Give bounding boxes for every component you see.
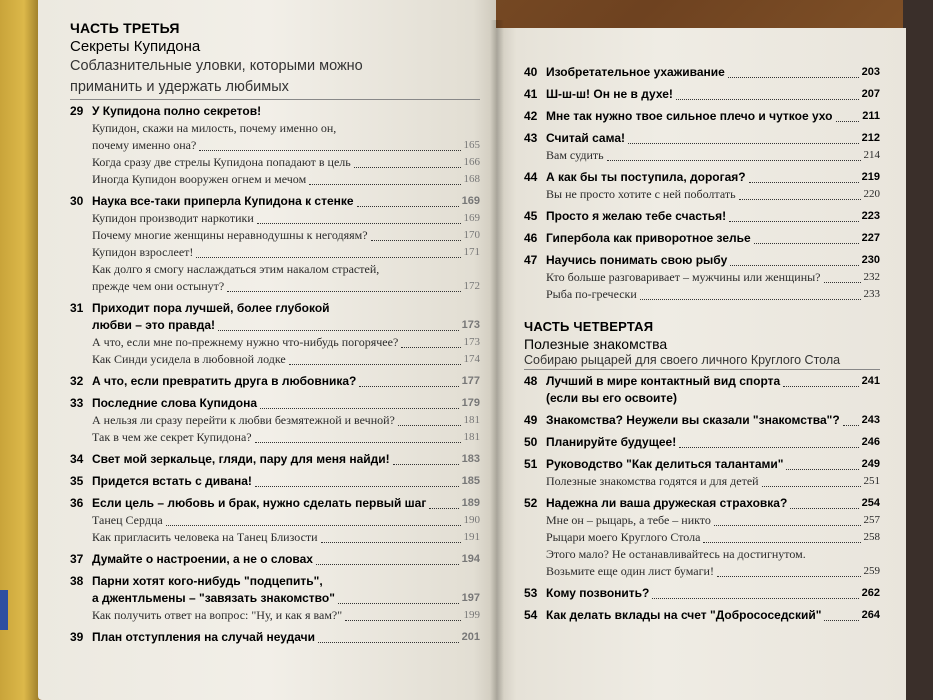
toc-chapter-41[interactable]: 41 Ш-ш-ш! Он не в духе! 207 [524, 87, 880, 101]
toc-subsection[interactable]: А что, если мне по-прежнему нужно что-нибудь погорячее? 173 [92, 335, 480, 349]
toc-subsection[interactable]: Танец Сердца 190 [92, 513, 480, 527]
toc-subsection[interactable]: Как долго я смогу наслаждаться этим накалом страстей, [92, 262, 380, 276]
book-gutter [490, 20, 504, 700]
toc-chapter-30[interactable]: 30 Наука все-таки приперла Купидона к стенке 169 [70, 194, 480, 208]
divider [70, 99, 480, 100]
toc-chapter-36[interactable]: 36 Если цель – любовь и брак, нужно сделать первый шаг 189 [70, 496, 480, 510]
toc-chapter-37[interactable]: 37 Думайте о настроении, а не о словах 194 [70, 552, 480, 566]
toc-chapter-49[interactable]: 49 Знакомства? Неужели вы сказали "знакомства"? 243 [524, 413, 880, 427]
toc-chapter-52[interactable]: 52 Надежна ли ваша дружеская страховка? 254 [524, 496, 880, 510]
toc-subsection[interactable]: почему именно она? 165 [92, 138, 480, 152]
toc-subsection[interactable]: Как Синди усидела в любовной лодке 174 [92, 352, 480, 366]
toc-subsection[interactable]: Купидон, скажи на милость, почему именно он, [92, 121, 337, 135]
toc-subsection[interactable]: Полезные знакомства годятся и для детей 251 [546, 474, 880, 488]
toc-chapter-38[interactable]: 38 Парни хотят кого-нибудь "подцепить", [70, 574, 323, 588]
toc-subsection[interactable]: Рыцари моего Круглого Стола 258 [546, 530, 880, 544]
toc-subsection[interactable]: Этого мало? Не останавливайтесь на достигнутом. [546, 547, 806, 561]
toc-subsection[interactable]: Купидон производит наркотики 169 [92, 211, 480, 225]
toc-chapter-38-line2[interactable]: а джентльмены – "завязать знакомство" 197 [92, 591, 480, 605]
toc-chapter-47[interactable]: 47 Научись понимать свою рыбу 230 [524, 253, 880, 267]
toc-chapter-29[interactable]: 29 У Купидона полно секретов! [70, 104, 262, 118]
toc-chapter-54[interactable]: 54 Как делать вклады на счет "Добрососедский" 264 [524, 608, 880, 622]
toc-chapter-31-line2[interactable]: любви – это правда! 173 [92, 318, 480, 332]
toc-chapter-33[interactable]: 33 Последние слова Купидона 179 [70, 396, 480, 410]
toc-chapter-42[interactable]: 42 Мне так нужно твое сильное плечо и чуткое ухо 211 [524, 109, 880, 123]
toc-chapter-43[interactable]: 43 Считай сама! 212 [524, 131, 880, 145]
toc-subsection[interactable]: Кто больше разговаривает – мужчины или женщины? 232 [546, 270, 880, 284]
dark-background-edge [903, 0, 933, 700]
toc-chapter-51[interactable]: 51 Руководство "Как делиться талантами" 249 [524, 457, 880, 471]
toc-subsection[interactable]: Мне он – рыцарь, а тебе – никто 257 [546, 513, 880, 527]
part-label: ЧАСТЬ ТРЕТЬЯ [70, 20, 180, 36]
toc-chapter-39[interactable]: 39 План отступления на случай неудачи 201 [70, 630, 480, 644]
toc-subsection[interactable]: Вам судить 214 [546, 148, 880, 162]
toc-chapter-35[interactable]: 35 Придется встать с дивана! 185 [70, 474, 480, 488]
toc-subsection[interactable]: Когда сразу две стрелы Купидона попадают в цель 166 [92, 155, 480, 169]
toc-subsection[interactable]: Возьмите еще один лист бумаги! 259 [546, 564, 880, 578]
toc-subsection[interactable]: Купидон взрослеет! 171 [92, 245, 480, 259]
right-page-toc [524, 64, 880, 624]
left-page-toc [70, 8, 480, 646]
part-title: Секреты Купидона [70, 38, 201, 55]
toc-subsection[interactable]: Как пригласить человека на Танец Близости 191 [92, 530, 480, 544]
toc-chapter-32[interactable]: 32 А что, если превратить друга в любовника? 177 [70, 374, 480, 388]
toc-subsection[interactable]: Иногда Купидон вооружен огнем и мечом 168 [92, 172, 480, 186]
toc-subsection[interactable]: Вы не просто хотите с ней поболтать 220 [546, 187, 880, 201]
toc-chapter-50[interactable]: 50 Планируйте будущее! 246 [524, 435, 880, 449]
part-label: ЧАСТЬ ЧЕТВЕРТАЯ [524, 319, 654, 334]
toc-subsection[interactable]: Рыба по-гречески 233 [546, 287, 880, 301]
toc-chapter-40[interactable]: 40 Изобретательное ухаживание 203 [524, 65, 880, 79]
part-subtitle: Собираю рыцарей для своего личного Круглого Стола [524, 353, 841, 367]
toc-chapter-44[interactable]: 44 А как бы ты поступила, дорогая? 219 [524, 170, 880, 184]
toc-chapter-48-line2[interactable]: (если вы его освоите) [546, 391, 677, 405]
toc-subsection[interactable]: А нельзя ли сразу перейти к любви безмятежной и вечной? 181 [92, 413, 480, 427]
toc-subsection[interactable]: Так в чем же секрет Купидона? 181 [92, 430, 480, 444]
toc-chapter-46[interactable]: 46 Гипербола как приворотное зелье 227 [524, 231, 880, 245]
part-title: Полезные знакомства [524, 336, 668, 352]
toc-chapter-31[interactable]: 31 Приходит пора лучшей, более глубокой [70, 301, 330, 315]
toc-chapter-45[interactable]: 45 Просто я желаю тебе счастья! 223 [524, 209, 880, 223]
toc-subsection[interactable]: Как получить ответ на вопрос: "Ну, и как я вам?" 199 [92, 608, 480, 622]
toc-chapter-34[interactable]: 34 Свет мой зеркальце, гляди, пару для меня найди! 183 [70, 452, 480, 466]
toc-chapter-48[interactable]: 48 Лучший в мире контактный вид спорта 241 [524, 374, 880, 388]
divider [524, 369, 880, 370]
part-subtitle-line1: Соблазнительные уловки, которыми можно [70, 58, 363, 74]
toc-subsection[interactable]: Почему многие женщины неравнодушны к негодяям? 170 [92, 228, 480, 242]
book-cover-blue-mark [0, 590, 8, 630]
part-subtitle-line2: приманить и удержать любимых [70, 79, 289, 95]
toc-subsection[interactable]: прежде чем они остынут? 172 [92, 279, 480, 293]
toc-chapter-53[interactable]: 53 Кому позвонить? 262 [524, 586, 880, 600]
